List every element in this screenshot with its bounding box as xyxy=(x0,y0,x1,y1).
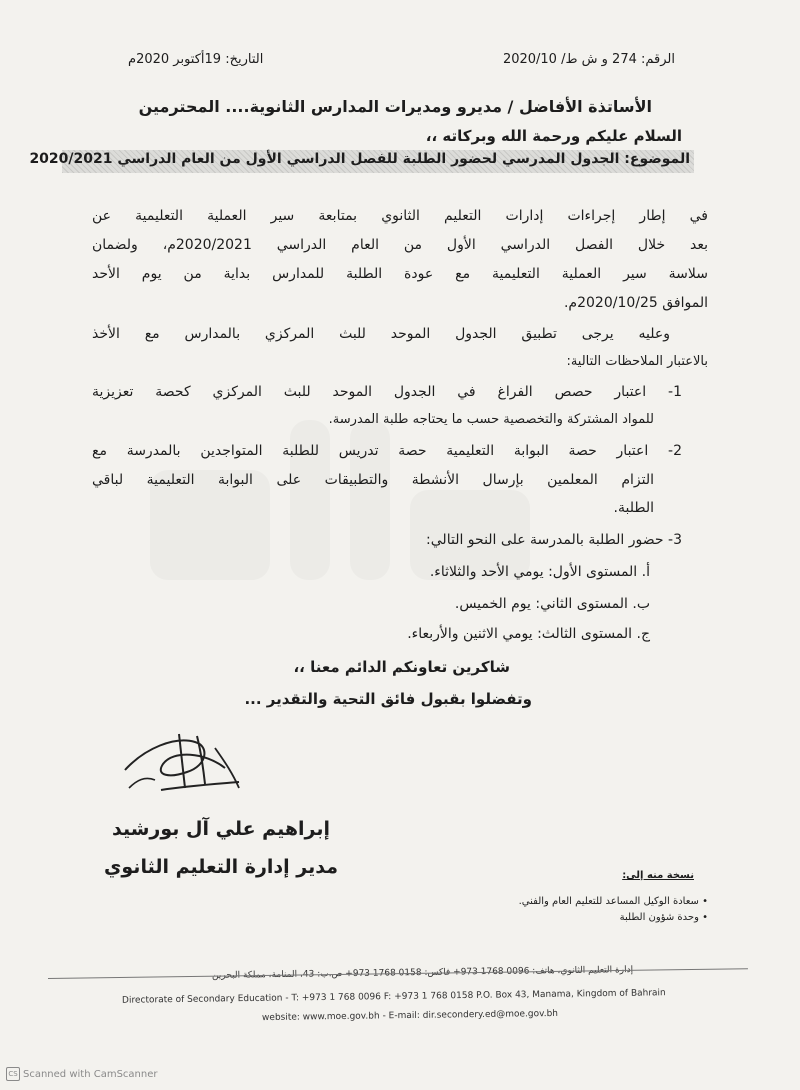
signatory-title: مدير إدارة التعليم الثانوي xyxy=(103,856,338,878)
cc-item: • وحدة شؤون الطلبة xyxy=(619,912,708,923)
scanner-watermark xyxy=(6,1067,158,1081)
cc-item: • سعادة الوكيل المساعد للتعليم العام والفني. xyxy=(518,896,708,907)
camscanner-logo-icon: CS xyxy=(6,1067,20,1081)
cc-heading: نسخة منه إلى: xyxy=(622,870,694,881)
paragraph-1-line-3: سلاسة سير العملية التعليمية مع عودة الطلبة للمدارس بداية من يوم الأحد xyxy=(92,266,708,282)
footer-arabic-contact: إدارة التعليم الثانوي، هاتف: 0096 1768 973+ فاكس: 0158 1768 973+ ص.ب: 43، المنامة، مملكة البحرين xyxy=(211,965,634,981)
scanner-text: Scanned with CamScanner xyxy=(23,1069,158,1080)
note-2-line-3: الطلبة. xyxy=(613,500,654,516)
paragraph-2-line-2: بالاعتبار الملاحظات التالية: xyxy=(566,354,708,369)
paragraph-1-line-4: الموافق 2020/10/25م. xyxy=(563,295,708,311)
closing-line: وتفضلوا بقبول فائق التحية والتقدير ... xyxy=(244,690,532,708)
subject-line: الموضوع: الجدول المدرسي لحضور الطلبة للفصل الدراسي الأول من العام الدراسي 2020/2021 xyxy=(29,151,690,167)
level-2-schedule: ب. المستوى الثاني: يوم الخميس. xyxy=(454,596,650,612)
note-2-line-2: التزام المعلمين بإرسال الأنشطة والتطبيقات على البوابة التعليمية لباقي xyxy=(92,472,654,488)
note-1-line-1: 1- اعتبار حصص الفراغ في الجدول الموحد للبث المركزي كحصة تعزيزية xyxy=(92,384,682,400)
cc-item-text: وحدة شؤون الطلبة xyxy=(619,912,699,923)
level-3-schedule: ج. المستوى الثالث: يومي الاثنين والأربعاء. xyxy=(407,626,650,642)
paragraph-1-line-2: بعد خلال الفصل الدراسي الأول من العام الدراسي 2020/2021م، ولضمان xyxy=(92,237,708,253)
paragraph-2-line-1: وعليه يرجى تطبيق الجدول الموحد للبث المركزي بالمدارس مع الأخذ xyxy=(92,326,670,342)
level-1-schedule: أ. المستوى الأول: يومي الأحد والثلاثاء. xyxy=(429,564,650,580)
addressee: الأساتذة الأفاضل / مديرو ومديرات المدارس الثانوية.... المحترمين xyxy=(138,97,652,116)
greeting: السلام عليكم ورحمة الله وبركاته ،، xyxy=(425,127,682,145)
footer-english-contact: Directorate of Secondary Education - T: +973 1 768 0096 F: +973 1 768 0158 P.O. Box 43, Manama, Kingdom of Bahrain xyxy=(121,988,666,1006)
note-1-line-2: للمواد المشتركة والتخصصية حسب ما يحتاجه طلبة المدرسة. xyxy=(328,412,654,427)
handwritten-signature xyxy=(115,728,245,818)
thanks-line: شاكرين تعاونكم الدائم معنا ،، xyxy=(293,658,510,676)
note-2-line-1: 2- اعتبار حصة البوابة التعليمية حصة تدريس للطلبة المتواجدين بالمدرسة مع xyxy=(92,443,682,459)
note-3: 3- حضور الطلبة بالمدرسة على النحو التالي: xyxy=(426,532,682,548)
letter-date: التاريخ: 19أكتوبر 2020م xyxy=(128,52,264,67)
reference-number: الرقم: 274 و ش ط/ 2020/10 xyxy=(502,52,675,67)
paragraph-1-line-1: في إطار إجراءات إدارات التعليم الثانوي بمتابعة سير العملية التعليمية عن xyxy=(92,208,708,224)
footer-website: website: www.moe.gov.bh - E-mail: dir.secondery.ed@moe.gov.bh xyxy=(261,1008,559,1024)
cc-item-text: سعادة الوكيل المساعد للتعليم العام والفني. xyxy=(518,896,699,907)
signatory-name: إبراهيم علي آل بورشيد xyxy=(111,818,330,840)
